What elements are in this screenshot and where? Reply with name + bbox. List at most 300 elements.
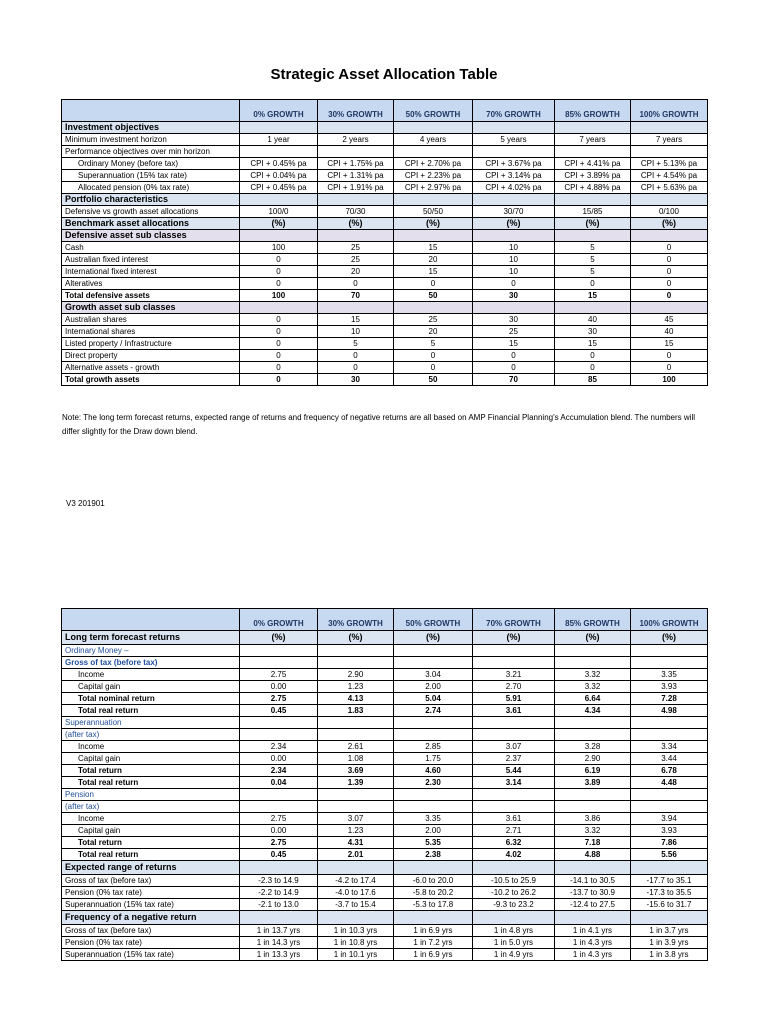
- value-cell: 1 in 10.8 yrs: [318, 937, 394, 949]
- row-label: Alternative assets - growth: [62, 362, 240, 374]
- value-cell: [555, 801, 631, 813]
- value-cell: 15: [318, 314, 394, 326]
- table-row: [62, 729, 708, 741]
- value-cell: 0: [631, 278, 708, 290]
- value-cell: 0: [240, 338, 318, 350]
- value-cell: 15: [555, 290, 631, 302]
- value-cell: CPI + 4.02% pa: [473, 182, 555, 194]
- table-row: [62, 949, 708, 961]
- value-cell: [240, 645, 318, 657]
- value-cell: 5: [394, 338, 473, 350]
- value-cell: 0.00: [240, 753, 318, 765]
- value-cell: [318, 146, 394, 158]
- value-cell: 4.98: [631, 705, 708, 717]
- row-label: Listed property / Infrastructure: [62, 338, 240, 350]
- value-cell: 0: [631, 266, 708, 278]
- value-cell: 0: [240, 326, 318, 338]
- value-cell: 2.75: [240, 813, 318, 825]
- row-label: Capital gain: [62, 825, 240, 837]
- value-cell: CPI + 5.63% pa: [631, 182, 708, 194]
- value-cell: 7 years: [555, 134, 631, 146]
- value-cell: CPI + 3.67% pa: [473, 158, 555, 170]
- column-header: 100% GROWTH: [631, 609, 708, 631]
- value-cell: CPI + 1.75% pa: [318, 158, 394, 170]
- value-cell: 5: [555, 242, 631, 254]
- table-row: [62, 837, 708, 849]
- value-cell: 1 in 5.0 yrs: [473, 937, 555, 949]
- value-cell: CPI + 0.45% pa: [240, 158, 318, 170]
- value-cell: 4.60: [394, 765, 473, 777]
- value-cell: [473, 657, 555, 669]
- table-row: [62, 338, 708, 350]
- row-label: Allocated pension (0% tax rate): [62, 182, 240, 194]
- value-cell: 15: [473, 338, 555, 350]
- value-cell: 0: [240, 254, 318, 266]
- value-cell: -17.3 to 35.5: [631, 887, 708, 899]
- value-cell: 0: [240, 362, 318, 374]
- table-row: [62, 134, 708, 146]
- value-cell: [394, 230, 473, 242]
- value-cell: 3.61: [473, 705, 555, 717]
- value-cell: [631, 146, 708, 158]
- value-cell: [240, 194, 318, 206]
- value-cell: 15: [631, 338, 708, 350]
- column-header: 85% GROWTH: [555, 100, 631, 122]
- value-cell: [555, 230, 631, 242]
- table-row: [62, 122, 708, 134]
- value-cell: -10.5 to 25.9: [473, 875, 555, 887]
- value-cell: 7.28: [631, 693, 708, 705]
- row-label: Cash: [62, 242, 240, 254]
- column-header: 100% GROWTH: [631, 100, 708, 122]
- table-row: [62, 705, 708, 717]
- value-cell: (%): [318, 218, 394, 230]
- row-label: Alteratives: [62, 278, 240, 290]
- value-cell: 1 in 6.9 yrs: [394, 925, 473, 937]
- value-cell: 50: [394, 374, 473, 386]
- value-cell: 2.61: [318, 741, 394, 753]
- value-cell: CPI + 1.31% pa: [318, 170, 394, 182]
- value-cell: -4.0 to 17.6: [318, 887, 394, 899]
- value-cell: [394, 717, 473, 729]
- row-label: Performance objectives over min horizon: [62, 146, 240, 158]
- table-row: [62, 302, 708, 314]
- table-row: [62, 266, 708, 278]
- value-cell: 3.32: [555, 825, 631, 837]
- value-cell: CPI + 5.13% pa: [631, 158, 708, 170]
- value-cell: 3.28: [555, 741, 631, 753]
- value-cell: [240, 146, 318, 158]
- column-header: 30% GROWTH: [318, 609, 394, 631]
- table-row: [62, 887, 708, 899]
- value-cell: 100: [240, 242, 318, 254]
- value-cell: 25: [394, 314, 473, 326]
- value-cell: 0: [240, 278, 318, 290]
- value-cell: 1 in 4.3 yrs: [555, 949, 631, 961]
- value-cell: [394, 729, 473, 741]
- column-header: 85% GROWTH: [555, 609, 631, 631]
- value-cell: 4 years: [394, 134, 473, 146]
- value-cell: -2.2 to 14.9: [240, 887, 318, 899]
- value-cell: 5.35: [394, 837, 473, 849]
- value-cell: 30: [318, 374, 394, 386]
- value-cell: 5 years: [473, 134, 555, 146]
- table-row: [62, 631, 708, 645]
- value-cell: 0: [394, 350, 473, 362]
- value-cell: 0: [318, 362, 394, 374]
- value-cell: 50/50: [394, 206, 473, 218]
- value-cell: 1 in 13.3 yrs: [240, 949, 318, 961]
- value-cell: 1.39: [318, 777, 394, 789]
- value-cell: 3.94: [631, 813, 708, 825]
- table-row: [62, 374, 708, 386]
- row-label: Investment objectives: [62, 122, 240, 134]
- value-cell: [240, 302, 318, 314]
- value-cell: [473, 302, 555, 314]
- value-cell: [473, 789, 555, 801]
- value-cell: 70: [318, 290, 394, 302]
- value-cell: 85: [555, 374, 631, 386]
- forecast-returns-table: [61, 608, 708, 961]
- value-cell: 1.83: [318, 705, 394, 717]
- value-cell: 0: [318, 278, 394, 290]
- value-cell: 0.45: [240, 849, 318, 861]
- value-cell: 40: [631, 326, 708, 338]
- table-row: [62, 717, 708, 729]
- value-cell: 0: [631, 242, 708, 254]
- value-cell: 6.64: [555, 693, 631, 705]
- row-label: Superannuation (15% tax rate): [62, 899, 240, 911]
- value-cell: 2.70: [473, 681, 555, 693]
- value-cell: 0: [394, 278, 473, 290]
- value-cell: [394, 302, 473, 314]
- value-cell: 1 in 3.9 yrs: [631, 937, 708, 949]
- value-cell: [318, 717, 394, 729]
- value-cell: [240, 861, 318, 875]
- table-row: [62, 765, 708, 777]
- value-cell: 1 in 7.2 yrs: [394, 937, 473, 949]
- value-cell: 0: [394, 362, 473, 374]
- value-cell: 0: [631, 362, 708, 374]
- value-cell: 1.23: [318, 681, 394, 693]
- value-cell: 0: [473, 362, 555, 374]
- value-cell: 100/0: [240, 206, 318, 218]
- value-cell: 1.23: [318, 825, 394, 837]
- table-row: [62, 789, 708, 801]
- value-cell: [318, 861, 394, 875]
- value-cell: [473, 861, 555, 875]
- value-cell: 4.88: [555, 849, 631, 861]
- value-cell: 2.90: [555, 753, 631, 765]
- row-label: Defensive vs growth asset allocations: [62, 206, 240, 218]
- value-cell: [394, 146, 473, 158]
- value-cell: -14.1 to 30.5: [555, 875, 631, 887]
- value-cell: -13.7 to 30.9: [555, 887, 631, 899]
- value-cell: 1 in 6.9 yrs: [394, 949, 473, 961]
- value-cell: 20: [394, 254, 473, 266]
- value-cell: 0.04: [240, 777, 318, 789]
- value-cell: [473, 645, 555, 657]
- value-cell: 2.37: [473, 753, 555, 765]
- table-row: [62, 875, 708, 887]
- row-label: Direct property: [62, 350, 240, 362]
- value-cell: (%): [631, 631, 708, 645]
- value-cell: -5.8 to 20.2: [394, 887, 473, 899]
- value-cell: [631, 911, 708, 925]
- value-cell: 0: [555, 278, 631, 290]
- value-cell: 0: [318, 350, 394, 362]
- value-cell: 100: [240, 290, 318, 302]
- value-cell: 0: [240, 314, 318, 326]
- row-label: Australian fixed interest: [62, 254, 240, 266]
- row-label: Ordinary Money (before tax): [62, 158, 240, 170]
- value-cell: [631, 861, 708, 875]
- value-cell: 2.90: [318, 669, 394, 681]
- value-cell: [555, 911, 631, 925]
- value-cell: 3.44: [631, 753, 708, 765]
- value-cell: [473, 911, 555, 925]
- value-cell: 3.93: [631, 681, 708, 693]
- value-cell: 2.85: [394, 741, 473, 753]
- value-cell: 0: [240, 350, 318, 362]
- value-cell: 0.00: [240, 681, 318, 693]
- table-row: [62, 741, 708, 753]
- row-label: Capital gain: [62, 681, 240, 693]
- value-cell: CPI + 4.41% pa: [555, 158, 631, 170]
- value-cell: [394, 801, 473, 813]
- value-cell: 4.02: [473, 849, 555, 861]
- header-blank-cell: [62, 100, 240, 122]
- value-cell: -2.1 to 13.0: [240, 899, 318, 911]
- value-cell: [631, 302, 708, 314]
- value-cell: [318, 801, 394, 813]
- value-cell: [631, 194, 708, 206]
- value-cell: -6.0 to 20.0: [394, 875, 473, 887]
- value-cell: 2.75: [240, 837, 318, 849]
- value-cell: 3.69: [318, 765, 394, 777]
- row-label: Benchmark asset allocations: [62, 218, 240, 230]
- value-cell: [318, 194, 394, 206]
- table-row: [62, 290, 708, 302]
- value-cell: [631, 801, 708, 813]
- value-cell: 1 in 3.7 yrs: [631, 925, 708, 937]
- value-cell: CPI + 1.91% pa: [318, 182, 394, 194]
- column-header: 50% GROWTH: [394, 609, 473, 631]
- value-cell: CPI + 2.97% pa: [394, 182, 473, 194]
- value-cell: [631, 122, 708, 134]
- value-cell: [394, 911, 473, 925]
- table-row: [62, 645, 708, 657]
- row-label: Expected range of returns: [62, 861, 240, 875]
- value-cell: [473, 122, 555, 134]
- table-row: [62, 899, 708, 911]
- value-cell: [555, 729, 631, 741]
- value-cell: 1 in 4.3 yrs: [555, 937, 631, 949]
- row-label: Gross of tax (before tax): [62, 875, 240, 887]
- value-cell: [473, 717, 555, 729]
- value-cell: [318, 729, 394, 741]
- value-cell: 20: [394, 326, 473, 338]
- value-cell: [240, 801, 318, 813]
- value-cell: 0.00: [240, 825, 318, 837]
- value-cell: 30: [555, 326, 631, 338]
- value-cell: 25: [473, 326, 555, 338]
- table-row: [62, 657, 708, 669]
- value-cell: -10.2 to 26.2: [473, 887, 555, 899]
- value-cell: 1 in 14.3 yrs: [240, 937, 318, 949]
- column-header: 0% GROWTH: [240, 609, 318, 631]
- value-cell: 6.19: [555, 765, 631, 777]
- value-cell: CPI + 3.14% pa: [473, 170, 555, 182]
- value-cell: 3.61: [473, 813, 555, 825]
- value-cell: 3.35: [631, 669, 708, 681]
- value-cell: 4.48: [631, 777, 708, 789]
- table-row: [62, 254, 708, 266]
- value-cell: CPI + 0.04% pa: [240, 170, 318, 182]
- value-cell: 2.38: [394, 849, 473, 861]
- value-cell: CPI + 3.89% pa: [555, 170, 631, 182]
- table-row: [62, 681, 708, 693]
- row-label: Gross of tax (before tax): [62, 925, 240, 937]
- value-cell: -4.2 to 17.4: [318, 875, 394, 887]
- value-cell: 70/30: [318, 206, 394, 218]
- value-cell: [473, 801, 555, 813]
- value-cell: [394, 194, 473, 206]
- value-cell: 5.04: [394, 693, 473, 705]
- table-row: [62, 326, 708, 338]
- footnote: Note: The long term forecast returns, expected range of returns and frequency of negative returns are all based on AMP Financial Planning's Accumulation blend. The numbers will differ slightly for the Draw down blend.: [62, 413, 695, 436]
- value-cell: [394, 861, 473, 875]
- value-cell: 5: [318, 338, 394, 350]
- value-cell: 5.91: [473, 693, 555, 705]
- value-cell: [555, 657, 631, 669]
- value-cell: 0: [631, 290, 708, 302]
- value-cell: [555, 789, 631, 801]
- value-cell: (%): [240, 631, 318, 645]
- value-cell: 0: [473, 278, 555, 290]
- value-cell: -5.3 to 17.8: [394, 899, 473, 911]
- value-cell: 40: [555, 314, 631, 326]
- value-cell: [631, 657, 708, 669]
- row-label: Superannuation (15% tax rate): [62, 170, 240, 182]
- row-label: Long term forecast returns: [62, 631, 240, 645]
- row-label: International shares: [62, 326, 240, 338]
- value-cell: 0: [555, 350, 631, 362]
- value-cell: 0: [631, 350, 708, 362]
- value-cell: 0.45: [240, 705, 318, 717]
- value-cell: -12.4 to 27.5: [555, 899, 631, 911]
- value-cell: [555, 717, 631, 729]
- value-cell: 1 in 10.1 yrs: [318, 949, 394, 961]
- value-cell: 1 in 3.8 yrs: [631, 949, 708, 961]
- header-row: [62, 609, 708, 631]
- value-cell: CPI + 0.45% pa: [240, 182, 318, 194]
- value-cell: 1.75: [394, 753, 473, 765]
- column-header: 30% GROWTH: [318, 100, 394, 122]
- row-label: International fixed interest: [62, 266, 240, 278]
- value-cell: [240, 657, 318, 669]
- row-label: Total nominal return: [62, 693, 240, 705]
- value-cell: CPI + 4.54% pa: [631, 170, 708, 182]
- table-row: [62, 146, 708, 158]
- value-cell: 4.13: [318, 693, 394, 705]
- value-cell: 1 in 4.1 yrs: [555, 925, 631, 937]
- row-label: Total real return: [62, 705, 240, 717]
- value-cell: -15.6 to 31.7: [631, 899, 708, 911]
- value-cell: 3.04: [394, 669, 473, 681]
- row-label: Ordinary Money –: [62, 645, 240, 657]
- value-cell: [555, 302, 631, 314]
- value-cell: [473, 194, 555, 206]
- row-label: Total real return: [62, 777, 240, 789]
- table-row: [62, 937, 708, 949]
- value-cell: 5: [555, 254, 631, 266]
- value-cell: [473, 729, 555, 741]
- forecast-returns-table-body: [62, 609, 708, 961]
- value-cell: CPI + 2.23% pa: [394, 170, 473, 182]
- table-row: [62, 242, 708, 254]
- table-row: [62, 350, 708, 362]
- table-row: [62, 669, 708, 681]
- table-row: [62, 753, 708, 765]
- value-cell: 50: [394, 290, 473, 302]
- table-row: [62, 911, 708, 925]
- row-label: Total return: [62, 765, 240, 777]
- table-row: [62, 777, 708, 789]
- value-cell: [318, 657, 394, 669]
- value-cell: 3.21: [473, 669, 555, 681]
- value-cell: 1.08: [318, 753, 394, 765]
- value-cell: [240, 789, 318, 801]
- value-cell: (%): [555, 631, 631, 645]
- value-cell: 10: [473, 242, 555, 254]
- row-label: Total real return: [62, 849, 240, 861]
- value-cell: 10: [473, 266, 555, 278]
- value-cell: 20: [318, 266, 394, 278]
- value-cell: [555, 146, 631, 158]
- table-row: [62, 801, 708, 813]
- value-cell: 2.00: [394, 825, 473, 837]
- value-cell: 3.07: [473, 741, 555, 753]
- table-row: [62, 362, 708, 374]
- value-cell: 15: [394, 266, 473, 278]
- value-cell: [555, 861, 631, 875]
- value-cell: [631, 729, 708, 741]
- value-cell: 0: [240, 374, 318, 386]
- value-cell: CPI + 4.88% pa: [555, 182, 631, 194]
- value-cell: 30/70: [473, 206, 555, 218]
- value-cell: [240, 122, 318, 134]
- value-cell: 7 years: [631, 134, 708, 146]
- value-cell: 2.00: [394, 681, 473, 693]
- value-cell: 4.34: [555, 705, 631, 717]
- value-cell: 3.89: [555, 777, 631, 789]
- row-label: Frequency of a negative return: [62, 911, 240, 925]
- value-cell: -2.3 to 14.9: [240, 875, 318, 887]
- value-cell: [394, 122, 473, 134]
- table-row: [62, 278, 708, 290]
- table-row: [62, 925, 708, 937]
- header-blank-cell: [62, 609, 240, 631]
- row-label: Income: [62, 669, 240, 681]
- row-label: (after tax): [62, 729, 240, 741]
- value-cell: 2.71: [473, 825, 555, 837]
- value-cell: 1 year: [240, 134, 318, 146]
- value-cell: 4.31: [318, 837, 394, 849]
- row-label: Capital gain: [62, 753, 240, 765]
- table-row: [62, 861, 708, 875]
- value-cell: 45: [631, 314, 708, 326]
